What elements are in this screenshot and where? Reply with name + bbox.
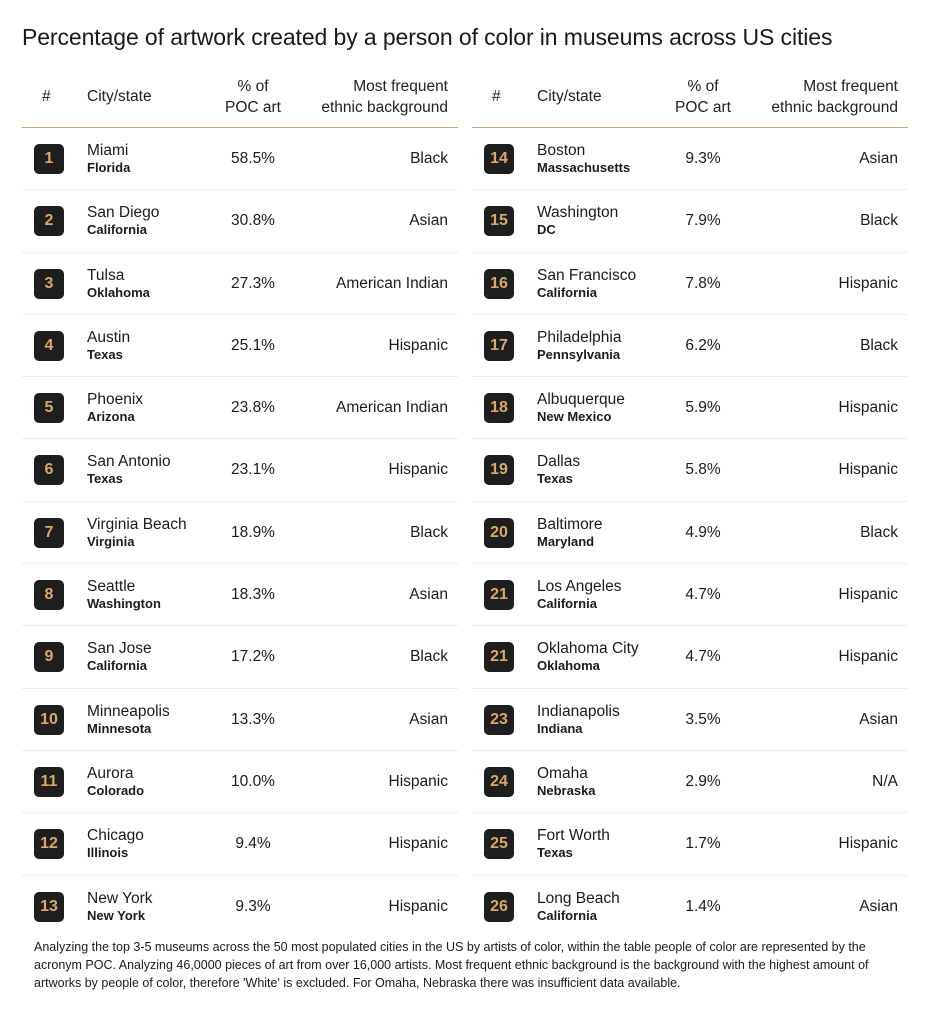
rank-badge: 20 (484, 518, 514, 548)
rank-badge: 19 (484, 455, 514, 485)
table-row (472, 876, 908, 937)
table-row (472, 128, 908, 190)
footnote: Analyzing the top 3-5 museums across the 50 most populated cities in the US by artists of color, within the table people of color are represented by the acronym POC. Analyzing 46,0000 pieces of art from over 16,000 artists. Most frequent ethnic background is the background with the highest amount of artworks by people of color, therefore 'White' is excluded. For Omaha, Nebraska there was insufficient data available. (34, 940, 869, 990)
state-name: Colorado (87, 782, 145, 798)
ethnic-background: Black (860, 523, 898, 541)
state-name: Arizona (87, 409, 135, 425)
state-name: Oklahoma (537, 658, 600, 674)
city-name: Austin (87, 328, 131, 346)
header-ethnic-line2: ethnic background (321, 99, 448, 116)
rank-badge: 18 (484, 393, 514, 423)
city-name: Baltimore (537, 515, 603, 533)
state-name: California (537, 596, 597, 612)
header-city: City/state (87, 88, 152, 105)
city-name: Seattle (87, 578, 136, 596)
ethnic-background: Hispanic (838, 648, 898, 666)
ethnic-background: American Indian (335, 399, 448, 417)
city-name: Indianapolis (537, 702, 620, 720)
state-name: California (537, 907, 597, 923)
table-row (22, 377, 458, 439)
state-name: California (87, 658, 147, 674)
ethnic-background: Hispanic (388, 897, 448, 915)
city-name: New York (87, 889, 153, 907)
table-row (472, 564, 908, 626)
city-name: Albuquerque (537, 391, 625, 409)
state-name: Massachusetts (537, 160, 631, 175)
rank-badge: 9 (34, 642, 64, 672)
poc-percent: 1.7% (685, 835, 721, 853)
poc-percent: 5.8% (685, 461, 721, 479)
state-name: Minnesota (87, 720, 152, 736)
table-row (22, 751, 458, 813)
rank-badge: 13 (34, 892, 64, 922)
header-city: City/state (537, 88, 602, 105)
table-row (22, 626, 458, 688)
table-row (472, 439, 908, 501)
city-name: San Antonio (87, 453, 171, 471)
poc-percent: 5.9% (685, 399, 721, 417)
table-left (22, 72, 458, 937)
state-name: Texas (87, 346, 123, 362)
rank-badge: 23 (484, 705, 514, 735)
rank-badge: 21 (484, 580, 514, 610)
header-pct-line2: POC art (225, 99, 281, 116)
poc-percent: 9.3% (685, 150, 721, 167)
poc-percent: 25.1% (231, 336, 275, 354)
state-name: Nebraska (537, 782, 596, 798)
header-ethnic (771, 76, 898, 118)
table-row (22, 439, 458, 501)
table-row (472, 190, 908, 252)
poc-percent: 6.2% (685, 336, 721, 354)
poc-percent: 30.8% (231, 212, 275, 230)
city-name: Minneapolis (87, 702, 170, 720)
table-right (472, 72, 908, 937)
city-name: Los Angeles (537, 578, 622, 596)
poc-percent: 3.5% (685, 710, 721, 728)
ethnic-background: Hispanic (838, 835, 898, 853)
rank-badge: 11 (34, 767, 64, 797)
rank-badge: 10 (34, 705, 64, 735)
ethnic-background: Asian (409, 710, 448, 728)
poc-percent: 18.3% (231, 586, 275, 604)
ethnic-background: Hispanic (388, 461, 448, 479)
poc-percent: 4.7% (685, 648, 721, 666)
state-name: Indiana (537, 720, 583, 736)
table-row (472, 813, 908, 875)
city-name: San Jose (87, 640, 152, 658)
state-name: Illinois (87, 845, 129, 861)
table-row (22, 813, 458, 875)
ethnic-background: Hispanic (838, 586, 898, 604)
poc-percent: 7.8% (685, 274, 721, 292)
city-name: Virginia Beach (87, 515, 187, 533)
poc-percent: 4.9% (685, 523, 721, 541)
table-row (472, 502, 908, 564)
rank-badge: 21 (484, 642, 514, 672)
header-ethnic-line1: Most frequent (803, 78, 898, 95)
table-row (472, 751, 908, 813)
rank-badge: 4 (34, 331, 64, 361)
ethnic-background: Asian (409, 212, 448, 230)
table-row (22, 190, 458, 252)
header-pct-line2: POC art (675, 99, 731, 116)
state-name: Texas (537, 471, 573, 487)
table-header (472, 72, 908, 128)
poc-percent: 13.3% (231, 710, 275, 728)
city-name: Boston (537, 142, 586, 159)
table-row (22, 128, 458, 190)
rank-badge: 7 (34, 518, 64, 548)
header-ethnic-line1: Most frequent (353, 78, 448, 95)
poc-percent: 10.0% (231, 772, 275, 790)
city-name: Miami (87, 142, 129, 159)
poc-percent: 2.9% (685, 772, 721, 790)
poc-percent: 23.8% (231, 399, 275, 417)
city-name: Oklahoma City (537, 640, 639, 658)
city-name: San Diego (87, 204, 160, 222)
header-pct-line1: % of (237, 78, 269, 95)
poc-percent: 7.9% (685, 212, 721, 230)
ethnic-background: Black (860, 336, 898, 354)
state-name: New Mexico (537, 409, 612, 425)
city-name: Washington (537, 204, 619, 222)
header-pct (668, 76, 738, 118)
rank-badge: 15 (484, 206, 514, 236)
state-name: Texas (87, 471, 123, 487)
ethnic-background: Hispanic (388, 336, 448, 354)
city-name: Long Beach (537, 889, 620, 907)
poc-percent: 58.5% (231, 150, 275, 167)
state-name: Maryland (537, 533, 595, 549)
table-row (472, 626, 908, 688)
rank-badge: 17 (484, 331, 514, 361)
rank-badge: 24 (484, 767, 514, 797)
ethnic-background: Asian (859, 897, 898, 915)
table-row (472, 377, 908, 439)
header-rank: # (492, 88, 501, 105)
table-row (22, 689, 458, 751)
ethnic-background: Black (410, 150, 448, 167)
state-name: Washington (87, 596, 161, 612)
header-pct-line1: % of (687, 78, 719, 95)
ethnic-background: American Indian (335, 274, 448, 292)
city-name: Omaha (537, 764, 588, 782)
city-name: Chicago (87, 827, 144, 845)
ethnic-background: Asian (859, 710, 898, 728)
poc-percent: 4.7% (685, 586, 721, 604)
state-name: Virginia (87, 533, 135, 549)
rank-badge: 1 (34, 144, 64, 174)
table-row (472, 689, 908, 751)
state-name: Oklahoma (87, 284, 150, 300)
ethnic-background: Hispanic (838, 274, 898, 292)
header-rank: # (42, 88, 51, 105)
poc-percent: 9.4% (235, 835, 271, 853)
table-row (472, 315, 908, 377)
header-ethnic (321, 76, 448, 118)
state-name: California (537, 284, 597, 300)
table-row (22, 315, 458, 377)
city-name: San Francisco (537, 266, 637, 284)
ethnic-background: Asian (859, 150, 898, 167)
rank-badge: 25 (484, 829, 514, 859)
rank-badge: 5 (34, 393, 64, 423)
rank-badge: 14 (484, 144, 514, 174)
poc-percent: 27.3% (231, 274, 275, 292)
header-ethnic-line2: ethnic background (771, 99, 898, 116)
poc-percent: 1.4% (685, 897, 721, 915)
rank-badge: 3 (34, 269, 64, 299)
table-row (22, 564, 458, 626)
table-row (22, 253, 458, 315)
poc-percent: 17.2% (231, 648, 275, 666)
rank-badge: 8 (34, 580, 64, 610)
ethnic-background: Hispanic (388, 772, 448, 790)
ethnic-background: Asian (409, 586, 448, 604)
city-name: Phoenix (87, 391, 144, 409)
ethnic-background: Hispanic (388, 835, 448, 853)
state-name: Texas (537, 845, 573, 861)
ethnic-background: Hispanic (838, 461, 898, 479)
ethnic-background: Black (410, 523, 448, 541)
state-name: New York (87, 907, 146, 923)
ethnic-background: Black (860, 212, 898, 230)
city-name: Tulsa (87, 266, 125, 284)
table-row (22, 502, 458, 564)
city-name: Aurora (87, 764, 134, 782)
table-row (22, 876, 458, 937)
poc-percent: 18.9% (231, 523, 275, 541)
chart-title: Percentage of artwork created by a person of color in museums across US cities (22, 24, 833, 50)
header-pct (218, 76, 288, 118)
table-body-left (22, 128, 458, 937)
rank-badge: 12 (34, 829, 64, 859)
city-name: Fort Worth (537, 827, 610, 845)
ethnic-background: N/A (872, 772, 898, 790)
rank-badge: 26 (484, 892, 514, 922)
state-name: California (87, 222, 147, 238)
poc-percent: 9.3% (235, 897, 271, 915)
rank-badge: 2 (34, 206, 64, 236)
state-name: DC (537, 222, 556, 238)
ethnic-background: Black (410, 648, 448, 666)
ethnic-background: Hispanic (838, 399, 898, 417)
city-name: Philadelphia (537, 328, 622, 346)
state-name: Pennsylvania (537, 346, 621, 362)
rank-badge: 16 (484, 269, 514, 299)
state-name: Florida (87, 160, 131, 175)
city-name: Dallas (537, 453, 581, 471)
rank-badge: 6 (34, 455, 64, 485)
table-row (472, 253, 908, 315)
table-body-right (472, 128, 908, 937)
table-header (22, 72, 458, 128)
poc-percent: 23.1% (231, 461, 275, 479)
